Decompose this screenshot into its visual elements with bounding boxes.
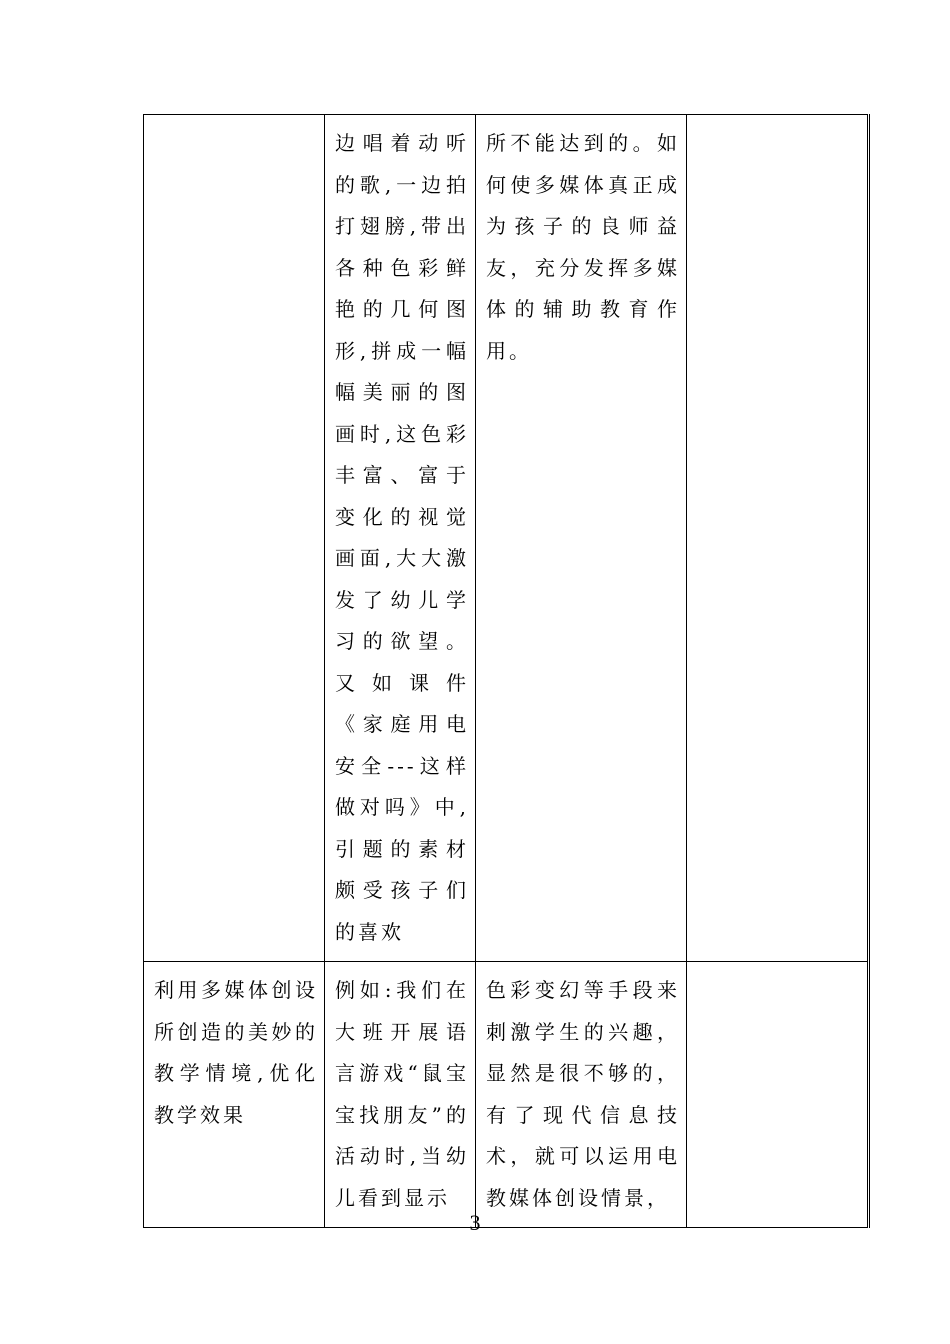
table-cell-example: 边唱着动听的歌,一边拍打翅膀,带出各种色彩鲜艳的几何图形,拼成一幅幅美丽的图画时,这色彩丰富、富于变化的视觉画面,大大激发了幼儿学习的欲望。又如课件《家庭用电安全---这样做对吗》中,引题的素材颇受孩子们的喜欢 (325, 115, 476, 962)
table-cell-analysis: 色彩变幻等手段来刺激学生的兴趣，显然是很不够的，有了现代信息技术，就可以运用电教媒体创设情景， (476, 962, 687, 1228)
table-cell-remarks (687, 115, 869, 962)
page-number: 3 (469, 1210, 481, 1235)
table-cell-analysis: 所不能达到的。如何使多媒体真正成为孩子的良师益友，充分发挥多媒体的辅助教育作用。 (476, 115, 687, 962)
table-row (144, 115, 869, 962)
table-cell-topic: 利用多媒体创设所创造的美妙的教学情境,优化教学效果 (144, 962, 325, 1228)
table-row (144, 962, 869, 1228)
table-cell-example: 例如:我们在大班开展语言游戏“鼠宝宝找朋友”的活动时,当幼儿看到显示 (325, 962, 476, 1228)
table-cell-topic (144, 115, 325, 962)
content-table (143, 114, 870, 1228)
table-cell-remarks (687, 962, 869, 1228)
